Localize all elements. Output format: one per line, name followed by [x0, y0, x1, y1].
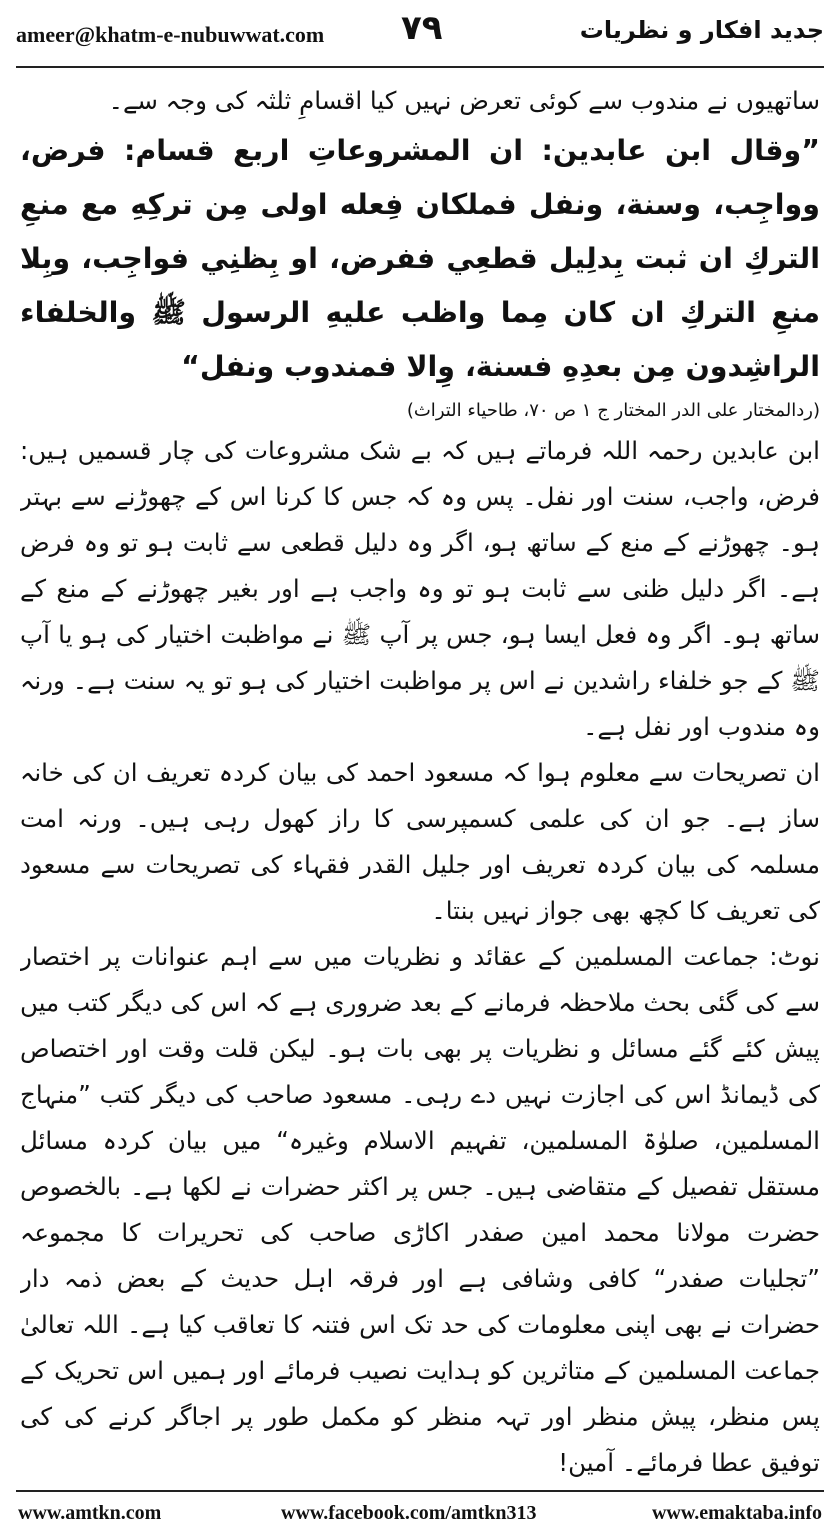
citation: (ردالمختار علی الدر المختار ج ۱ ص ۷۰، طاحیاء التراث) — [406, 400, 820, 421]
conclusion-paragraph: ان تصریحات سے معلوم ہوا کہ مسعود احمد کی بیان کردہ تعریف ان کی خانہ ساز ہے۔ جو ان کی علمی کسمپرسی کا راز کھول رہی ہیں۔ ورنہ امت مسلمہ کی بیان کردہ تعریف اور جلیل القدر فقہاء کی تصریحات سے مسعود کی تعریف کا کچھ بھی جواز نہیں بنتا۔ — [20, 758, 820, 925]
header-divider — [16, 66, 824, 68]
arabic-quote: ”وقال ابن عابدين: ان المشروعاتِ اربع قسام: فرض، وواجِب، وسنة، ونفل فملكان فِعله اولى مِن تركِهِ مع منعِ التركِ ان ثبت بِدلِيل قطعِي ففرض، او بِظنِي فواجِب، وبِلا منعِ التركِ ان كان مِما واظب عليهِ الرسول ﷺ والخلفاء الراشِدون مِن بعدِهِ فسنة، وِالا فمندوب ونفل“ — [20, 134, 820, 383]
footer-link-emaktaba[interactable]: www.emaktaba.info — [651, 1502, 822, 1524]
header-email: ameer@khatm-e-nubuwwat.com — [16, 22, 325, 47]
page-body — [20, 78, 820, 1483]
page-header — [16, 8, 824, 66]
intro-line: ساتھیوں نے مندوب سے کوئی تعرض نہیں کیا اقسامِ ثلثہ کی وجہ سے۔ — [108, 86, 820, 115]
translation-paragraph: ابن عابدین رحمہ اللہ فرماتے ہیں کہ بے شک مشروعات کی چار قسمیں ہیں: فرض، واجب، سنت اور نفل۔ پس وہ کہ جس کا کرنا اس کے چھوڑنے سے بہتر ہو۔ چھوڑنے کے منع کے ساتھ ہو، اگر وہ دلیل قطعی سے ثابت ہو تو وہ فرض ہے۔ اگر دلیل ظنی سے ثابت ہو تو وہ واجب ہے اور بغیر چھوڑنے کے منع کے ساتھ ہو۔ اگر وہ فعل ایسا ہو، جس پر آپ ﷺ نے مواظبت اختیار کی ہو یا آپ ﷺ کے جو خلفاء راشدین نے اس پر مواظبت اختیار کی ہو تو یہ سنت ہے۔ ورنہ وہ مندوب اور نفل ہے۔ — [20, 436, 820, 741]
footer-link-facebook[interactable]: www.facebook.com/amtkn313 — [281, 1502, 537, 1524]
footer-link-amtkn[interactable]: www.amtkn.com — [18, 1502, 162, 1524]
book-title: جدید افکار و نظریات — [579, 16, 824, 44]
note-paragraph: نوٹ: جماعت المسلمین کے عقائد و نظریات میں سے اہم عنوانات پر اختصار سے کی گئی بحث ملاحظہ فرمانے کے بعد ضروری ہے کہ اس کی دیگر کتب میں پیش کئے گئے مسائل و نظریات پر بھی بات ہو۔ لیکن قلت وقت اور اختصاص کی ڈیمانڈ اس کی اجازت نہیں دے رہی۔ مسعود صاحب کی دیگر کتب ”منہاج المسلمین، صلوٰۃ المسلمین، تفہیم الاسلام وغیرہ“ میں بیان کردہ مسائل مستقل تفصیل کے متقاضی ہیں۔ جس پر اکثر حضرات نے لکھا ہے۔ بالخصوص حضرت مولانا محمد امین صفدر اکاڑی صاحب کی تحریرات کا مجموعہ ”تجلیات صفدر“ کافی وشافی ہے اور فرقہ اہل حدیث کے بعض ذمہ دار حضرات نے بھی اپنی معلومات کی حد تک اس فتنہ کا تعاقب کیا ہے۔ اللہ تعالیٰ جماعت المسلمین کے متاثرین کو ہدایت نصیب فرمائے اور ہمیں اس تحریک کے پس منظر، پیش منظر اور تہہ منظر کو مکمل طور پر اجاگر کرنے کی کی توفیق عطا فرمائے۔ آمین! — [20, 942, 820, 1477]
page-footer — [18, 1500, 822, 1530]
footer-divider — [16, 1490, 824, 1492]
page-number: ۷۹ — [401, 8, 443, 48]
